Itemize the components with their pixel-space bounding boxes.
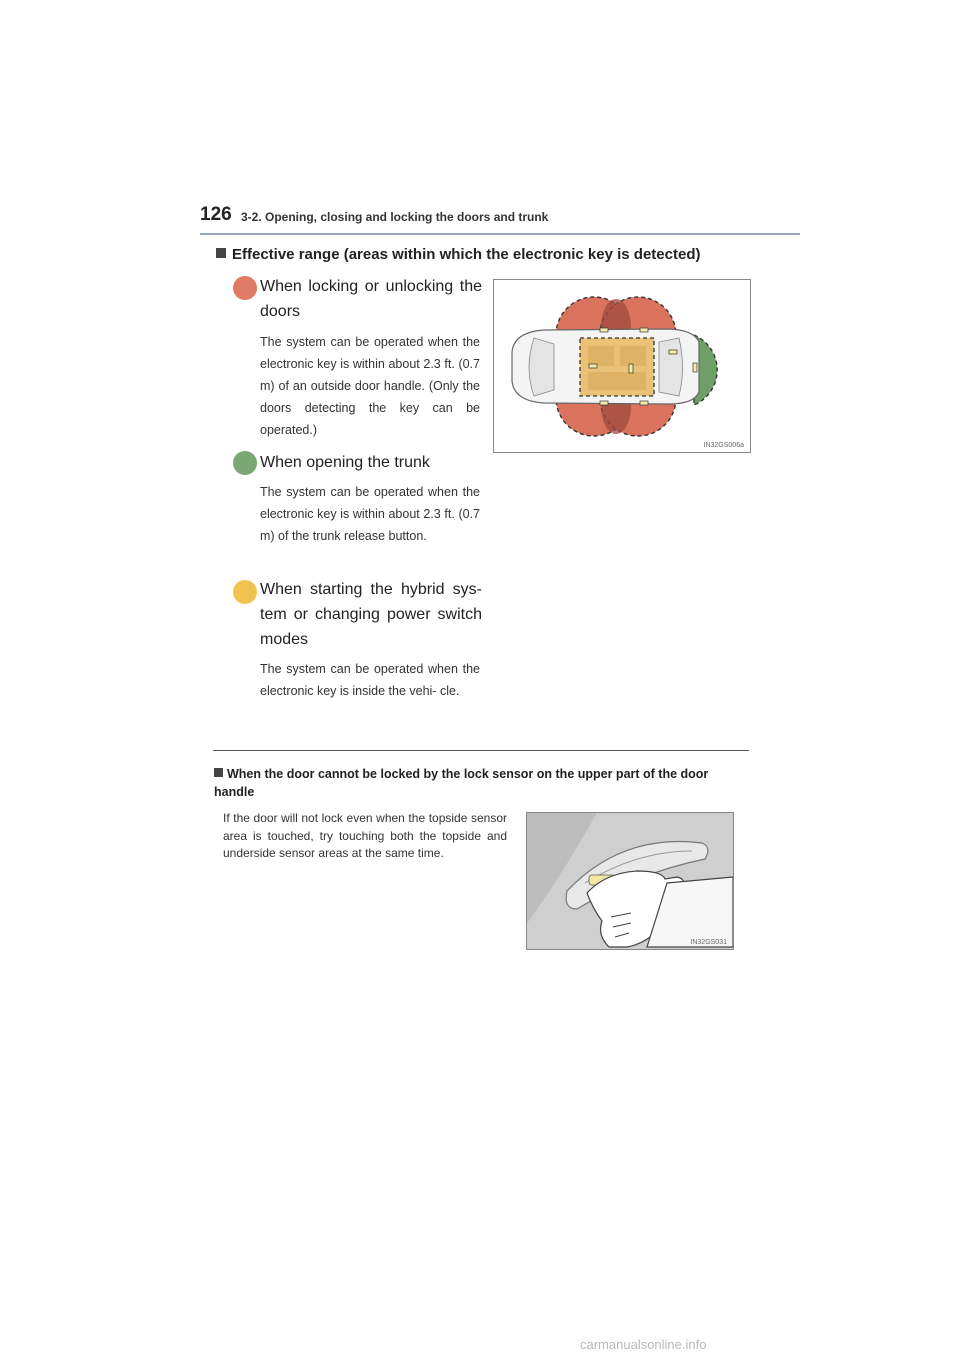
figure-code: IN32GS031 [690, 939, 727, 946]
door-handle-figure [526, 812, 734, 950]
item-body-hybrid: The system can be operated when the electronic key is inside the vehi- cle. [260, 662, 480, 698]
red-range-icon [233, 276, 257, 300]
figure-code: IN32GS006a [703, 442, 744, 449]
header-rule [200, 233, 800, 235]
yellow-range-icon [233, 580, 257, 604]
section-title: 3-2. Opening, closing and locking the doors and trunk [241, 210, 549, 224]
range-diagram [493, 279, 751, 453]
footer-watermark: carmanualsonline.info [580, 1337, 707, 1352]
square-bullet-icon [216, 248, 226, 258]
door-handle-illustration [527, 813, 733, 949]
item-title-trunk: When opening the trunk [260, 454, 430, 471]
note-heading [214, 765, 752, 801]
note-heading-text: When the door cannot be locked by the lock sensor on the upper part of the door handle [214, 767, 709, 799]
section-heading-text: Effective range (areas within which the electronic key is detected) [232, 246, 701, 263]
note-divider [213, 750, 749, 751]
car-range-illustration [494, 280, 750, 452]
item-body-doors: The system can be operated when the electronic key is within about 2.3 ft. (0.7 m) of an outside door handle. (Only the doors detecting the key can be operated.) [260, 335, 480, 437]
page-number: 126 [200, 204, 232, 225]
green-range-icon [233, 451, 257, 475]
square-bullet-icon [214, 768, 223, 777]
note-body: If the door will not lock even when the topside sensor area is touched, try touching both the topside and underside sensor areas at the same time. [223, 811, 507, 860]
item-title-doors: When locking or unlocking the doors [260, 278, 482, 320]
item-title-hybrid: When starting the hybrid sys- tem or changing power switch modes [260, 581, 482, 648]
section-heading [216, 246, 701, 263]
item-body-trunk: The system can be operated when the electronic key is within about 2.3 ft. (0.7 m) of the trunk release button. [260, 485, 480, 543]
